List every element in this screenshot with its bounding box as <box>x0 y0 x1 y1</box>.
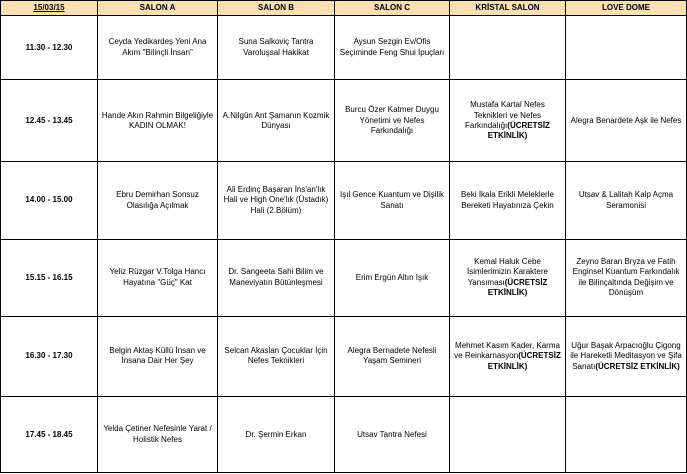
session-text: Utsav & Lalitah Kalp Açma Seramonisi <box>578 190 674 210</box>
session-cell-kristal-salon <box>450 80 566 162</box>
date-header: 15/03/15 <box>1 1 98 16</box>
free-event-note: (ÜCRETSİZ ETKİNLİK) <box>487 120 550 141</box>
session-cell-salon-b <box>218 162 335 240</box>
session-cell-salon-b <box>218 397 335 473</box>
session-text: Beki İkala Erikli Meleklerle Bereketi Hayatınıza Çekin <box>461 190 554 210</box>
session-text: Zeyno Baran Bryza ve Fatih Enginsel Kuantum Farkındalık ile Bilinçaltında Değişim ve Dönüşüm <box>572 257 680 297</box>
session-cell-love-dome <box>566 239 687 316</box>
session-cell-salon-a <box>98 397 218 473</box>
table-row <box>1 80 687 162</box>
session-text: Mehmet Kasım Kader, Karma ve Reinkarnasyon <box>454 341 560 361</box>
room-header-love-dome: LOVE DOME <box>566 1 687 16</box>
session-cell-kristal-salon <box>450 162 566 240</box>
session-text: Yelda Çetiner Nefesinle Yarat / Holistik Nefes <box>103 424 212 444</box>
session-text: Dr. Sangeeta Sahi Bilim ve Maneviyatın Bütünleşmesi <box>228 267 324 287</box>
session-text: Suna Salkoviç Tantra Varoluşsal Hakikat <box>238 37 314 57</box>
session-text: Mustafa Kartal Nefes Teknikleri ve Nefes Farkındalığı <box>465 100 545 130</box>
header-row <box>1 1 687 16</box>
room-header-salon-a: SALON A <box>98 1 218 16</box>
session-text: Belgin Aktaş Küllü İnsan ve İnsana Dair Her Şey <box>109 346 206 366</box>
session-cell-kristal-salon <box>450 397 566 473</box>
time-slot: 11.30 - 12.30 <box>1 16 98 80</box>
time-slot: 12.45 - 13.45 <box>1 80 98 162</box>
session-text: Ali Erdinç Başaran İns'an'lık Hali ve High One'lık (Üstadık) Hali (2.Bölüm) <box>223 185 329 215</box>
session-text: Aysun Sezgin Ev/Ofis Seçiminde Feng Shui İpuçları <box>339 37 445 57</box>
session-text: A.Nilgün Ant Şamanın Kozmik Dünyası <box>222 110 330 130</box>
session-text: Ceyda Yedikardeş Yeni Ana Akım "Bilinçli İnsan" <box>108 37 207 57</box>
session-cell-salon-c <box>335 16 450 80</box>
session-cell-salon-a <box>98 162 218 240</box>
room-header-salon-b: SALON B <box>218 1 335 16</box>
session-text: Hande Akın Rahmin Bilgeliğiyle KADIN OLMAK! <box>101 110 214 130</box>
session-text: Kemal Haluk Cebe İsimlerimizin Karaktere Yansıması <box>467 257 548 287</box>
room-header-kristal-salon: KRİSTAL SALON <box>450 1 566 16</box>
table-row <box>1 16 687 80</box>
session-text: Ebru Demirhan Sonsuz Olasılığa Açılmak <box>116 190 199 210</box>
free-event-note: (ÜCRETSİZ ETKİNLİK) <box>487 351 561 371</box>
session-cell-love-dome <box>566 16 687 80</box>
session-text: Erim Ergün Altın Işık <box>355 272 429 282</box>
session-cell-salon-b <box>218 316 335 397</box>
session-cell-salon-b <box>218 239 335 316</box>
session-text: Selcan Akaslan Çocuklar İçin Nefes Teknikleri <box>224 346 328 366</box>
session-cell-kristal-salon <box>450 239 566 316</box>
session-text: Uğur Başak Arpacıoğlu Çigong ile Hareketli Meditasyon ve Şifa Sanatı <box>570 341 682 371</box>
session-text: Yeliz Rüzgar V.Tolga Hancı Hayatına "Güç" Kat <box>109 267 206 287</box>
table-row <box>1 397 687 473</box>
session-cell-kristal-salon <box>450 316 566 397</box>
session-cell-love-dome <box>566 162 687 240</box>
session-text: Işıl Gence Kuantum ve Dişilik Sanatı <box>339 190 445 210</box>
session-cell-salon-b <box>218 16 335 80</box>
time-slot: 17.45 - 18.45 <box>1 397 98 473</box>
time-slot: 14.00 - 15.00 <box>1 162 98 240</box>
session-text: Dr. Şermin Erkan <box>245 429 307 439</box>
session-text: Utsav Tantra Nefesi <box>357 429 427 439</box>
session-cell-love-dome <box>566 316 687 397</box>
session-cell-salon-a <box>98 316 218 397</box>
free-event-note: (ÜCRETSİZ ETKİNLİK) <box>487 277 548 297</box>
session-text: Alegra Bernadete Nefesli Yaşam Semineri <box>347 346 437 366</box>
session-cell-salon-c <box>335 316 450 397</box>
room-header-salon-c: SALON C <box>335 1 450 16</box>
session-cell-salon-a <box>98 16 218 80</box>
session-cell-salon-c <box>335 162 450 240</box>
session-cell-kristal-salon <box>450 16 566 80</box>
time-slot: 16.30 - 17.30 <box>1 316 98 397</box>
session-cell-salon-c <box>335 397 450 473</box>
session-cell-salon-a <box>98 80 218 162</box>
table-row <box>1 316 687 397</box>
session-cell-love-dome <box>566 80 687 162</box>
time-slot: 15.15 - 16.15 <box>1 239 98 316</box>
session-cell-salon-c <box>335 80 450 162</box>
session-cell-salon-b <box>218 80 335 162</box>
session-cell-salon-c <box>335 239 450 316</box>
session-cell-love-dome <box>566 397 687 473</box>
table-row <box>1 162 687 240</box>
session-cell-salon-a <box>98 239 218 316</box>
session-text: Alegra Benardete Aşk ile Nefes <box>570 115 682 125</box>
table-row <box>1 239 687 316</box>
session-text: Burcu Özer Katmer Duygu Yönetimi ve Nefes Farkındalığı <box>345 105 439 135</box>
free-event-note: (ÜCRETSİZ ETKİNLİK) <box>595 361 680 371</box>
